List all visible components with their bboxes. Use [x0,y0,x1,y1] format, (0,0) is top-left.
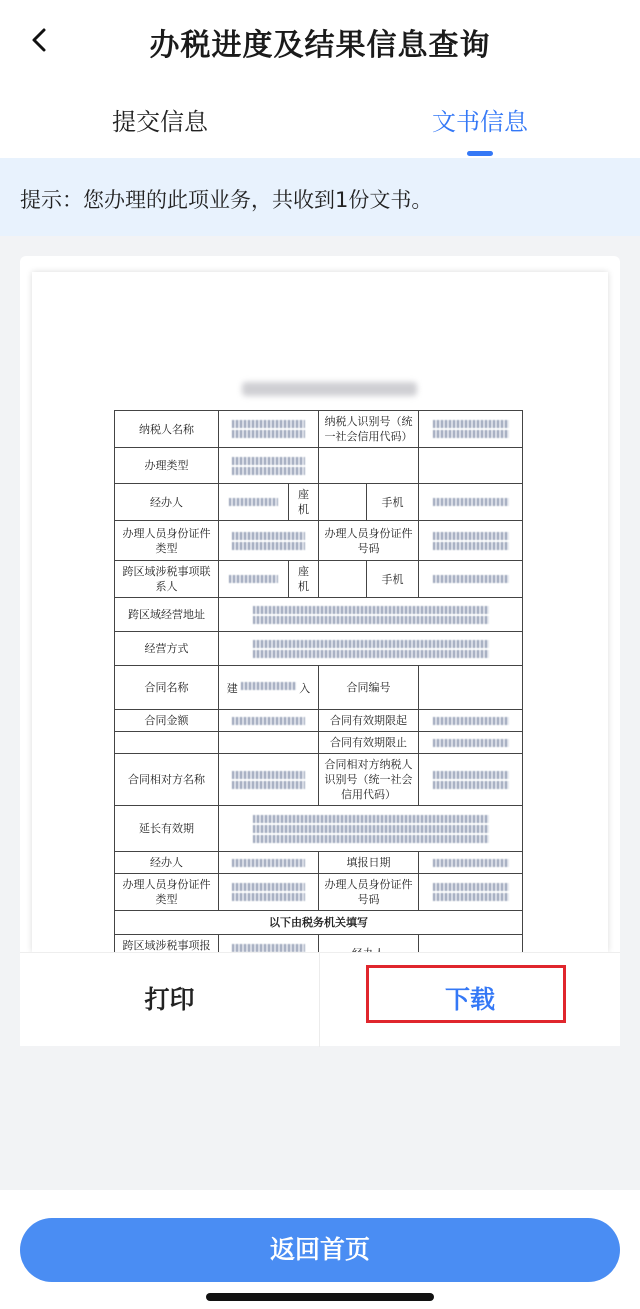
form-label: 合同名称 [115,666,219,710]
form-section-title: 以下由税务机关填写 [115,911,523,935]
form-label: 办理人员身份证件号码 [319,521,419,561]
form-label: 合同金额 [115,710,219,732]
form-label: 座机 [289,561,319,598]
form-label: 合同有效期限起 [319,710,419,732]
active-tab-indicator [467,151,493,156]
page-title: 办税进度及结果信息查询 [149,28,491,63]
form-label: 办理人员身份证件号码 [319,874,419,911]
document-actions [20,952,620,1046]
form-label: 填报日期 [319,852,419,874]
tip-banner [0,158,640,236]
print-button[interactable]: 打印 [144,985,195,1014]
form-label: 经营方式 [115,632,219,666]
tab-submit-info[interactable]: 提交信息 [112,108,208,136]
download-highlight-box [366,965,566,1023]
form-label: 纳税人识别号（统一社会信用代码） [319,411,419,448]
form-label: 办理人员身份证件类型 [115,874,219,911]
form-value: 入 [299,681,311,695]
document-heading-blurred [242,382,417,396]
document-form-table [114,410,523,1009]
form-label: 经办人 [115,852,219,874]
form-label: 办理类型 [115,448,219,484]
form-label: 合同有效期限止 [319,732,419,754]
form-label: 纳税人名称 [115,411,219,448]
bottom-bar [0,1190,640,1309]
form-label: 手机 [367,561,419,598]
form-label: 合同相对方名称 [115,754,219,806]
header [0,0,640,80]
form-label: 跨区域涉税事项联系人 [115,561,219,598]
download-button[interactable]: 下载 [444,985,495,1014]
form-label: 座机 [289,484,319,521]
form-label: 延长有效期 [115,806,219,852]
form-label: 手机 [367,484,419,521]
tip-text: 提示：您办理的此项业务，共收到1份文书。 [20,188,433,212]
form-label: 经办人 [115,484,219,521]
tab-bar [0,80,640,158]
document-card [20,256,620,1046]
form-label: 合同相对方纳税人识别号（统一社会信用代码） [319,754,419,806]
home-indicator [206,1293,434,1301]
document-preview[interactable] [32,272,608,952]
form-label: 办理人员身份证件类型 [115,521,219,561]
form-label: 合同编号 [319,666,419,710]
form-label: 跨区域涉税事项报 [115,935,219,972]
form-label: 跨区域经营地址 [115,598,219,632]
form-value: 建 [226,681,238,695]
tab-document-info[interactable]: 文书信息 [432,108,528,136]
return-home-button[interactable]: 返回首页 [20,1218,620,1282]
